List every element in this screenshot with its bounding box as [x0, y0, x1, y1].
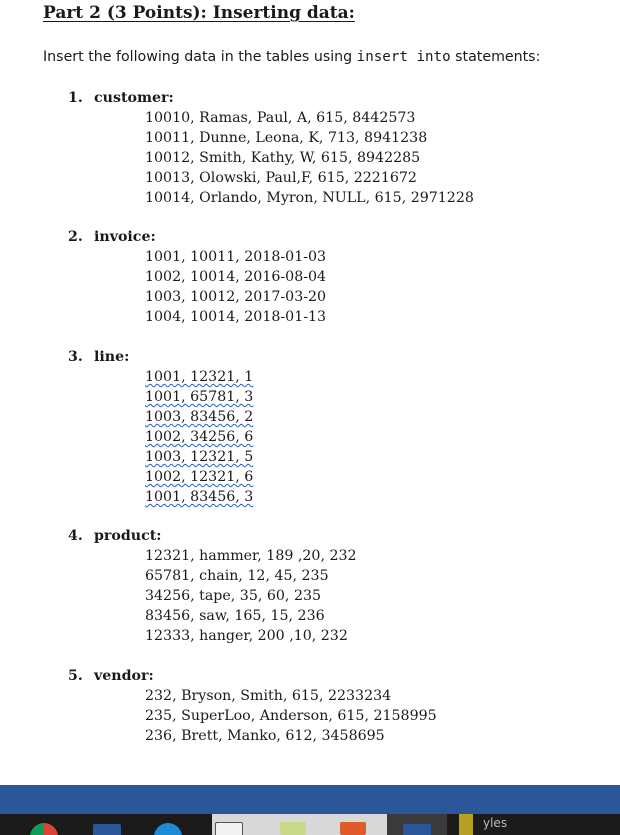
intro-code: insert into	[356, 49, 451, 65]
data-row: 65781, chain, 12, 45, 235	[145, 568, 329, 584]
section-heading	[68, 526, 357, 546]
data-row: 1001, 12321, 1	[145, 369, 254, 385]
section-name: vendor:	[94, 668, 154, 684]
data-row: 236, Brett, Manko, 612, 3458695	[145, 728, 385, 744]
section-line	[68, 347, 253, 507]
section-number: 3.	[68, 349, 83, 365]
taskbar-active-item[interactable]	[387, 814, 447, 835]
word-icon	[403, 824, 431, 835]
data-row: 1001, 10011, 2018-01-03	[145, 249, 327, 265]
styles-label[interactable]: yles	[483, 816, 508, 830]
intro-before: Insert the following data in the tables using	[43, 49, 357, 65]
data-row: 10011, Dunne, Leona, K, 713, 8941238	[145, 130, 428, 146]
data-row: 10012, Smith, Kathy, W, 615, 8942285	[145, 150, 421, 166]
section-number: 4.	[68, 528, 83, 544]
section-name: invoice:	[94, 229, 156, 245]
page-title: Part 2 (3 Points): Inserting data:	[43, 3, 355, 23]
data-row: 235, SuperLoo, Anderson, 615, 2158995	[145, 708, 437, 724]
data-row: 1001, 83456, 3	[145, 489, 254, 505]
intro-text	[43, 49, 540, 65]
section-invoice	[68, 227, 326, 327]
section-name: line:	[94, 349, 130, 365]
section-number: 1.	[68, 90, 83, 106]
data-row: 34256, tape, 35, 60, 235	[145, 588, 322, 604]
section-number: 2.	[68, 229, 83, 245]
data-row: 12333, hanger, 200 ,10, 232	[145, 628, 348, 644]
data-row: 1002, 34256, 6	[145, 429, 254, 445]
section-vendor	[68, 666, 437, 746]
status-band	[0, 785, 620, 814]
notepad-icon[interactable]	[280, 822, 306, 835]
data-row: 10013, Olowski, Paul,F, 615, 2221672	[145, 170, 417, 186]
section-name: product:	[94, 528, 162, 544]
section-heading	[68, 347, 253, 367]
intro-after: statements:	[450, 49, 541, 65]
data-row: 10014, Orlando, Myron, NULL, 615, 2971228	[145, 190, 474, 206]
data-row: 83456, saw, 165, 15, 236	[145, 608, 325, 624]
data-row: 1002, 10014, 2016-08-04	[145, 269, 327, 285]
section-number: 5.	[68, 668, 83, 684]
data-row: 1004, 10014, 2018-01-13	[145, 309, 327, 325]
section-product	[68, 526, 357, 646]
taskbar-left-group	[0, 814, 212, 835]
data-row: 1002, 12321, 6	[145, 469, 254, 485]
data-row: 1003, 10012, 2017-03-20	[145, 289, 327, 305]
data-row: 232, Bryson, Smith, 615, 2233234	[145, 688, 392, 704]
browser-icon[interactable]	[154, 823, 182, 835]
data-row: 10010, Ramas, Paul, A, 615, 8442573	[145, 110, 416, 126]
taskbar-middle-group	[212, 814, 387, 835]
styles-icon[interactable]	[459, 814, 473, 835]
data-row: 1003, 83456, 2	[145, 409, 254, 425]
chrome-icon[interactable]	[30, 823, 58, 835]
section-heading	[68, 666, 437, 686]
word-icon[interactable]	[93, 824, 121, 835]
app-icon[interactable]	[340, 822, 366, 835]
mail-icon[interactable]	[215, 822, 243, 835]
section-name: customer:	[94, 90, 174, 106]
section-heading	[68, 227, 326, 247]
data-row: 1003, 12321, 5	[145, 449, 254, 465]
data-row: 1001, 65781, 3	[145, 389, 254, 405]
taskbar	[0, 814, 620, 835]
section-heading	[68, 88, 474, 108]
data-row: 12321, hammer, 189 ,20, 232	[145, 548, 357, 564]
section-customer	[68, 88, 474, 208]
